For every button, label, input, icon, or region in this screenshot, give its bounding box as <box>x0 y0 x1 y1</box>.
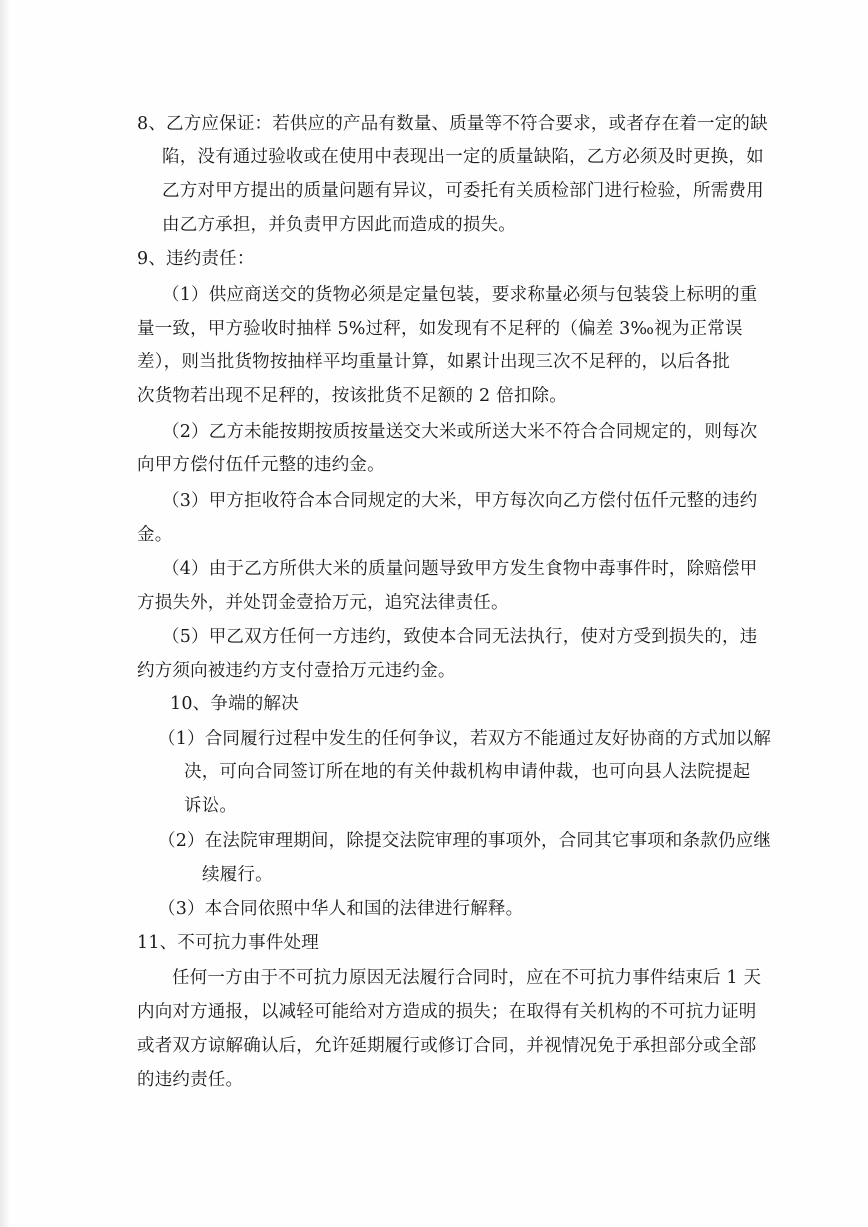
clause-11-body-line-2: 内向对方通报，以减轻可能给对方造成的损失；在取得有关机构的不可抗力证明 <box>137 1002 757 1022</box>
clause-9-2-line-2: 向甲方偿付伍仟元整的违约金。 <box>137 455 385 475</box>
clause-9-3-line-1: （3）甲方拒收符合本合同规定的大米，甲方每次向乙方偿付伍仟元整的违约 <box>162 491 758 511</box>
clause-9-2-line-1: （2）乙方未能按期按质按量送交大米或所送大米不符合合同规定的，则每次 <box>162 422 758 442</box>
clause-9-1-line-1: （1）供应商送交的货物必须是定量包装，要求称量必须与包装袋上标明的重 <box>162 285 758 305</box>
clause-10-1-line-2: 决，可向合同签订所在地的有关仲裁机构申请仲裁，也可向县人法院提起 <box>184 762 751 782</box>
clause-10-2-line-2: 续履行。 <box>202 865 273 885</box>
clause-9-5-line-2: 约方须向被违约方支付壹拾万元违约金。 <box>137 661 456 681</box>
clause-11-body-line-1: 任何一方由于不可抗力原因无法履行合同时，应在不可抗力事件结束后 1 天 <box>172 968 762 988</box>
clause-10-3-line-1: （3）本合同依照中华人和国的法律进行解释。 <box>158 899 524 919</box>
clause-9-1-line-2: 量一致，甲方验收时抽样 5%过秤，如发现有不足秤的（偏差 3‰视为正常误 <box>137 319 743 339</box>
clause-11-body-line-4: 的违约责任。 <box>137 1070 244 1090</box>
page-edge-shadow <box>0 0 10 1227</box>
clause-9-1-line-3: 差），则当批货物按抽样平均重量计算，如累计出现三次不足秤的，以后各批 <box>137 352 731 372</box>
clause-9-4-line-1: （4）由于乙方所供大米的质量问题导致甲方发生食物中毒事件时，除赔偿甲 <box>162 559 758 579</box>
clause-8-line-4: 由乙方承担，并负责甲方因此而造成的损失。 <box>162 215 516 235</box>
clause-9-heading: 9、违约责任： <box>137 249 255 269</box>
clause-8-line-3: 乙方对甲方提出的质量问题有异议，可委托有关质检部门进行检验，所需费用 <box>162 181 764 201</box>
clause-9-1-line-4: 次货物若出现不足秤的，按该批货不足额的 2 倍扣除。 <box>137 386 567 406</box>
clause-10-1-line-1: （1）合同履行过程中发生的任何争议，若双方不能通过友好协商的方式加以解 <box>158 729 772 749</box>
clause-10-heading: 10、争端的解决 <box>170 694 299 714</box>
clause-10-2-line-1: （2）在法院审理期间，除提交法院审理的事项外，合同其它事项和条款仍应继 <box>158 831 772 851</box>
clause-11-heading: 11、不可抗力事件处理 <box>137 933 319 953</box>
clause-11-body-line-3: 或者双方谅解确认后，允许延期履行或修订合同，并视情况免于承担部分或全部 <box>137 1036 757 1056</box>
clause-9-3-line-2: 金。 <box>137 525 173 545</box>
clause-8-line-1: 8、乙方应保证：若供应的产品有数量、质量等不符合要求，或者存在着一定的缺 <box>137 114 768 134</box>
clause-8-line-2: 陷，没有通过验收或在使用中表现出一定的质量缺陷，乙方必须及时更换，如 <box>162 147 764 167</box>
clause-9-5-line-1: （5）甲乙双方任何一方违约，致使本合同无法执行，使对方受到损失的，违 <box>162 627 758 647</box>
clause-10-1-line-3: 诉讼。 <box>184 796 238 816</box>
clause-9-4-line-2: 方损失外，并处罚金壹拾万元，追究法律责任。 <box>137 593 509 613</box>
